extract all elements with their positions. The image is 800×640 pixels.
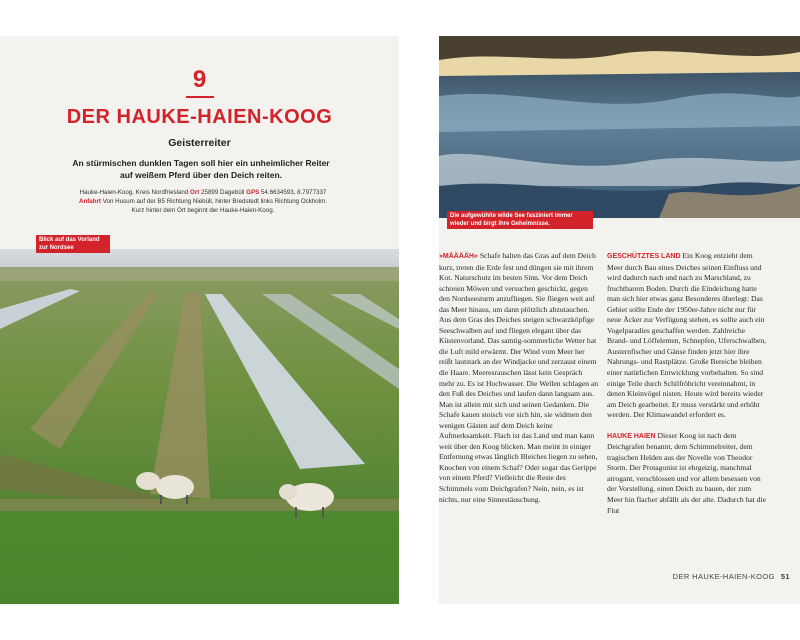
sea-waves-photo [439,36,800,218]
page-number: 51 [780,572,790,581]
info-gps-label: GPS [246,189,260,196]
meadow-photo-caption: Blick auf das Vorland zur Nordsee [36,235,110,253]
location-info [78,188,328,215]
info-gps: 54.6634593, 8.7977337 [260,189,327,196]
text-column-1 [439,251,599,505]
info-anfahrt-label: Anfahrt [79,198,101,205]
text-column-2 [607,251,767,516]
info-ort: 25899 Dagebüll [201,189,245,196]
paragraph-text: Schafe halten das Gras auf dem Deich kurz, treten die Erde fest und düngen sie mit ihrem Kot. Naturschutz im besten Sinn. Vor dem Deich schreien Möwen und versuchen geschickt, gegen den Nordseesturm anzufliegen. Sie fliegen weit auf das Meer hinaus, um dann plötzlich abzutauchen. Aus dem Gras des Deiches steigen schwarzköpfige Seeschwalben auf und fliegen elegant über das Küstenvorland. Das samtig-sommerliche Wetter hat die Luft mild erwärmt. Der Wind vom Meer her reißt lautstark an der Windjacke und zerzaust einem die Haare. Meeresrauschen lässt kein Gespräch mehr zu. Es ist Hochwasser. Die Wellen schlagen an den Fuß des Deiches und laufen dann langsam aus. Man ist allein mit sich und seinen Gedanken. Die Schafe kauen stoisch vor sich hin, sie widmen den wenigen Gästen auf dem Deich keine Aufmerksamkeit. Flach ist das Land und man kann weit über den Koog blicken. Man meint in einiger Entfernung etwas länglich Bleiches liegen zu sehen, Knochen von einem Schaf? Oder sogar das Gerippe von einem Pferd? Vielleicht die Reste des Schimmels vom Deichgrafen? Nein, nein, es ist nichts, nur eine Sinnestäuschung. [439,251,599,504]
left-page [0,36,399,604]
info-anfahrt: Von Husum auf der B5 Richtung Niebüll, hinter Bredstedt links Richtung Ockholm. Kurz hinter dem Ort beginnt der Hauke-Haien-Koog. [102,198,327,214]
chapter-number: 9 [192,66,207,93]
running-title: DER HAUKE-HAIEN-KOOG [672,572,775,581]
paragraph-lead: HAUKE HAIEN [607,432,656,440]
paragraph-text: Dieser Koog ist nach dem Deichgrafen benannt, dem Schimmelreiter, dem tragischen Helden aus der Novelle von Theodor Storm. Der Protagonist ist ehrgeizig, manchmal arrogant, verschlossen und vor allem besessen von der Vorstellung, einen Deich zu bauen, der zum Meer hin flacher abfällt als der alte. Dadurch hat die Flut [607,430,766,515]
right-page [439,36,800,604]
chapter-divider [186,96,214,98]
sea-photo-caption: Die aufgewühlte wilde See fasziniert immer wieder und birgt ihre Geheimnisse. [447,211,593,229]
paragraph-lead: »MÄÄÄÄH« [439,253,478,260]
paragraph-lead: GESCHÜTZTES LAND [607,253,681,260]
chapter-teaser: An stürmischen dunklen Tagen soll hier ein unheimlicher Reiter auf weißem Pferd über den Deich reiten. [72,158,330,180]
info-region: Hauke-Haien-Koog, Kreis Nordfriesland [79,189,189,196]
info-ort-label: Ort [190,189,200,196]
paragraph-text: Ein Koog entzieht dem Meer durch Bau eines Deiches seinen Einfluss und wird dadurch nach und nach zu Marschland, zu fruchtbarem Boden. Durch die Eindeichung hatte man sich hier etwas ganz Besonderes überlegt: Das Gebiet sollte Ende der 1950er-Jahre nicht nur für neue Äcker zur Verfügung stehen, es sollte auch ein Vogelparadies geschaffen werden. Zahlreiche Brand- und Löffelenten, Schnepfen, Uferschwalben, Austernfischer und Gänse finden jetzt hier ihre Nahrungs- und Rastplätze. Große Bereiche bleiben einer natürlichen Entwicklung vorbehalten. So sind einige Teile durch Schilfröhricht vereinnahmt, in denen Kleinvögel nisten. Heute wird bereits wieder am Deich gearbeitet. Er muss verstärkt und erhöht werden. Der Klimawandel erfordert es. [607,251,767,420]
chapter-subtitle: Geisterreiter [168,137,231,149]
chapter-title: DER HAUKE-HAIEN-KOOG [66,106,333,128]
page-footer [673,572,790,581]
meadow-sheep-photo [0,249,399,604]
